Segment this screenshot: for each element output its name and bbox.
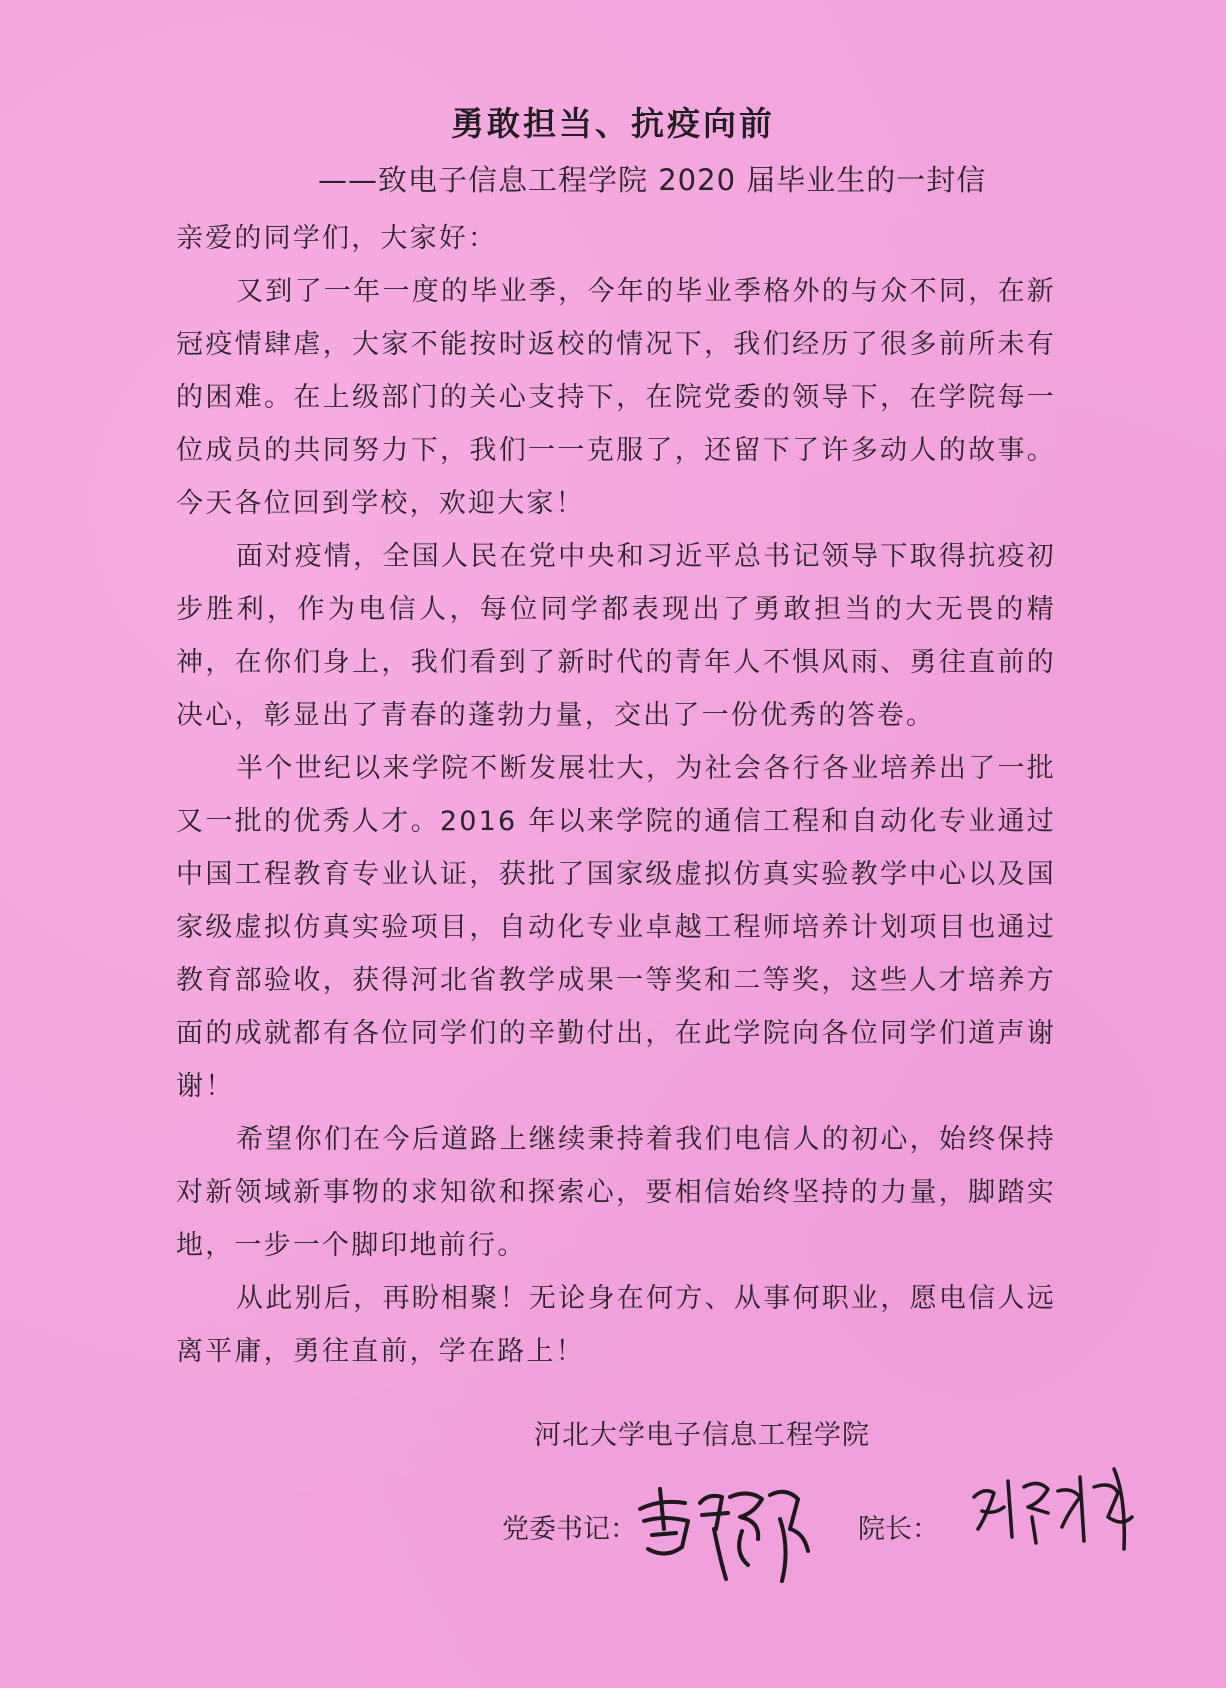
greeting: 亲爱的同学们，大家好： xyxy=(176,223,498,254)
paragraph-4: 希望你们在今后道路上继续秉持着我们电信人的初心，始终保持对新领域新事物的求知欲和探索心，要相信始终坚持的力量，脚踏实地，一步一个脚印地前行。 xyxy=(176,1124,1056,1261)
dean-label: 院长： xyxy=(858,1514,939,1545)
secretary-signature xyxy=(630,1469,830,1589)
letter-subtitle: ——致电子信息工程学院 2020 届毕业生的一封信 xyxy=(318,163,987,197)
paragraph-5: 从此别后，再盼相聚！无论身在何方、从事何职业，愿电信人远离平庸，勇往直前，学在路上！ xyxy=(176,1283,1056,1367)
paragraph-1: 又到了一年一度的毕业季，今年的毕业季格外的与众不同，在新冠疫情肆虐，大家不能按时返校的情况下，我们经历了很多前所未有的困难。在上级部门的关心支持下，在院党委的领导下，在学院每一位成员的共同努力下，我们一一克服了，还留下了许多动人的故事。今天各位回到学校，欢迎大家！ xyxy=(176,276,1056,519)
letter-title: 勇敢担当、抗疫向前 xyxy=(451,104,775,143)
dean-signature xyxy=(968,1457,1138,1557)
letter-body xyxy=(176,212,1056,1378)
secretary-label: 党委书记： xyxy=(502,1514,637,1545)
signoff-institution: 河北大学电子信息工程学院 xyxy=(534,1420,870,1451)
paragraph-3: 半个世纪以来学院不断发展壮大，为社会各行各业培养出了一批又一批的优秀人才。2016 年以来学院的通信工程和自动化专业通过中国工程教育专业认证，获批了国家级虚拟仿真实验教学中心以及国家级虚拟仿真实验项目，自动化专业卓越工程师培养计划项目也通过教育部验收，获得河北省教学成果一等奖和二等奖，这些人才培养方面的成就都有各位同学们的辛勤付出，在此学院向各位同学们道声谢谢！ xyxy=(176,753,1056,1102)
paragraph-2: 面对疫情，全国人民在党中央和习近平总书记领导下取得抗疫初步胜利，作为电信人，每位同学都表现出了勇敢担当的大无畏的精神，在你们身上，我们看到了新时代的青年人不惧风雨、勇往直前的决心，彰显出了青春的蓬勃力量，交出了一份优秀的答卷。 xyxy=(176,541,1056,731)
